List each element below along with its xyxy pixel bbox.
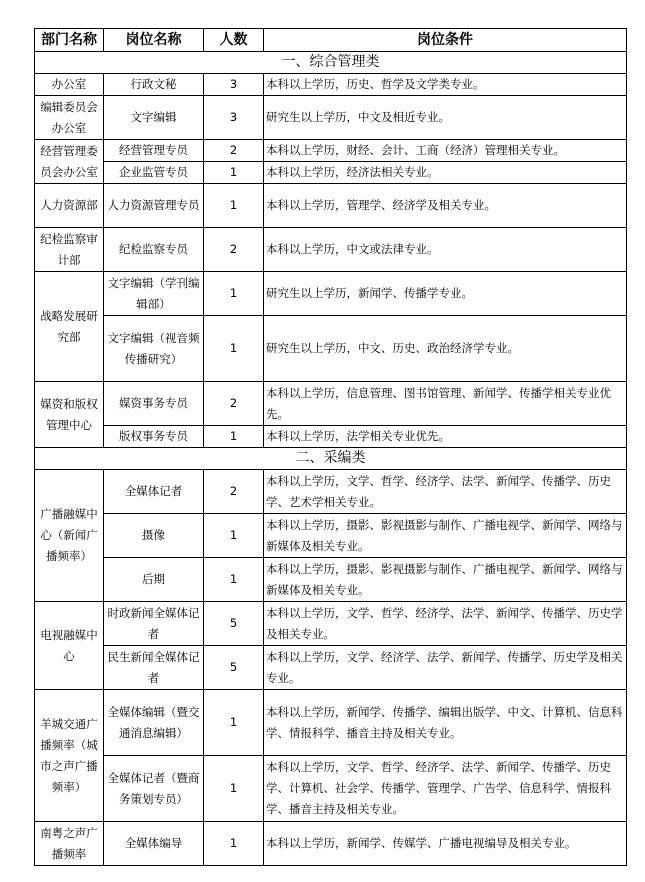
- section-title: 一、综合管理类: [35, 52, 627, 74]
- cond-cell: 本科以上学历，信息管理、图书馆管理、新闻学、传播学相关专业优先。: [264, 382, 627, 426]
- count-cell: 5: [204, 646, 264, 690]
- post-cell: 版权事务专员: [104, 426, 204, 448]
- count-cell: 1: [204, 690, 264, 756]
- cond-cell: 本科以上学历，摄影、影视摄影与制作、广播电视学、新闻学、网络与新媒体及相关专业。: [264, 514, 627, 558]
- dept-cell: 纪检监察审计部: [35, 228, 104, 272]
- table-row: [35, 756, 627, 822]
- cond-cell: 本科以上学历，文学、经济学、法学、新闻学、传播学、历史学及相关专业。: [264, 646, 627, 690]
- cond-cell: 本科以上学历，财经、会计、工商（经济）管理相关专业。: [264, 140, 627, 162]
- dept-cell: 广播融媒中心（新闻广播频率）: [35, 470, 104, 602]
- cond-cell: 本科以上学历，新闻学、传媒学、广播电视编导及相关专业。: [264, 822, 627, 866]
- post-cell: 全媒体记者: [104, 470, 204, 514]
- post-cell: 全媒体编导: [104, 822, 204, 866]
- post-cell: 摄像: [104, 514, 204, 558]
- cond-cell: 本科以上学历，文学、哲学、经济学、法学、新闻学、传播学、历史学、艺术学相关专业。: [264, 470, 627, 514]
- table-row: [35, 184, 627, 228]
- count-cell: 3: [204, 96, 264, 140]
- header-count: 人数: [204, 29, 264, 52]
- count-cell: 2: [204, 470, 264, 514]
- dept-cell: 人力资源部: [35, 184, 104, 228]
- table-row: [35, 74, 627, 96]
- count-cell: 2: [204, 140, 264, 162]
- section-title: 二、采编类: [35, 448, 627, 470]
- dept-cell: 电视融媒中心: [35, 602, 104, 690]
- count-cell: 1: [204, 514, 264, 558]
- post-cell: 经营管理专员: [104, 140, 204, 162]
- post-cell: 后期: [104, 558, 204, 602]
- table-row: [35, 602, 627, 646]
- post-cell: 行政文秘: [104, 74, 204, 96]
- post-cell: 时政新闻全媒体记者: [104, 602, 204, 646]
- post-cell: 全媒体编辑（暨交通消息编辑）: [104, 690, 204, 756]
- count-cell: 1: [204, 272, 264, 316]
- section-row: [35, 448, 627, 470]
- cond-cell: 本科以上学历，经济法相关专业。: [264, 162, 627, 184]
- count-cell: 1: [204, 426, 264, 448]
- count-cell: 1: [204, 316, 264, 382]
- table-row: [35, 272, 627, 316]
- header-cond: 岗位条件: [264, 29, 627, 52]
- table-row: [35, 470, 627, 514]
- dept-cell: 编辑委员会办公室: [35, 96, 104, 140]
- count-cell: 2: [204, 228, 264, 272]
- cond-cell: 本科以上学历，法学相关专业优先。: [264, 426, 627, 448]
- table-row: [35, 822, 627, 866]
- header-dept: 部门名称: [35, 29, 104, 52]
- post-cell: 文字编辑（学刊编辑部）: [104, 272, 204, 316]
- cond-cell: 本科以上学历，中文或法律专业。: [264, 228, 627, 272]
- table-row: [35, 140, 627, 162]
- job-table: [34, 28, 627, 866]
- dept-cell: 办公室: [35, 74, 104, 96]
- table-row: [35, 162, 627, 184]
- dept-cell: 媒资和版权管理中心: [35, 382, 104, 448]
- count-cell: 2: [204, 382, 264, 426]
- post-cell: 纪检监察专员: [104, 228, 204, 272]
- count-cell: 1: [204, 162, 264, 184]
- cond-cell: 本科以上学历，文学、哲学、经济学、法学、新闻学、传播学、历史学及相关专业。: [264, 602, 627, 646]
- dept-cell: 经营管理委员会办公室: [35, 140, 104, 184]
- post-cell: 文字编辑: [104, 96, 204, 140]
- table-row: [35, 316, 627, 382]
- count-cell: 5: [204, 602, 264, 646]
- cond-cell: 研究生以上学历，新闻学、传播学专业。: [264, 272, 627, 316]
- cond-cell: 本科以上学历，历史、哲学及文学类专业。: [264, 74, 627, 96]
- post-cell: 文字编辑（视音频传播研究）: [104, 316, 204, 382]
- table-row: [35, 690, 627, 756]
- cond-cell: 本科以上学历，文学、哲学、经济学、法学、新闻学、传播学、历史学、计算机、社会学、传播学、管理学、广告学、信息科学、情报科学、播音主持及相关专业。: [264, 756, 627, 822]
- cond-cell: 本科以上学历，管理学、经济学及相关专业。: [264, 184, 627, 228]
- table-row: [35, 228, 627, 272]
- cond-cell: 本科以上学历，摄影、影视摄影与制作、广播电视学、新闻学、网络与新媒体及相关专业。: [264, 558, 627, 602]
- cond-cell: 本科以上学历，新闻学、传播学、编辑出版学、中文、计算机、信息科学、情报科学、播音主持及相关专业。: [264, 690, 627, 756]
- cond-cell: 研究生以上学历，中文、历史、政治经济学专业。: [264, 316, 627, 382]
- post-cell: 企业监管专员: [104, 162, 204, 184]
- count-cell: 1: [204, 184, 264, 228]
- count-cell: 3: [204, 74, 264, 96]
- dept-cell: 战略发展研究部: [35, 272, 104, 382]
- count-cell: 1: [204, 756, 264, 822]
- dept-cell: 羊城交通广播频率（城市之声广播频率）: [35, 690, 104, 822]
- table-row: [35, 558, 627, 602]
- table-row: [35, 514, 627, 558]
- post-cell: 全媒体记者（暨商务策划专员）: [104, 756, 204, 822]
- post-cell: 人力资源管理专员: [104, 184, 204, 228]
- dept-cell: 南粤之声广播频率: [35, 822, 104, 866]
- table-row: [35, 426, 627, 448]
- table-row: [35, 646, 627, 690]
- post-cell: 民生新闻全媒体记者: [104, 646, 204, 690]
- cond-cell: 研究生以上学历，中文及相近专业。: [264, 96, 627, 140]
- section-row: [35, 52, 627, 74]
- table-row: [35, 382, 627, 426]
- table-row: [35, 96, 627, 140]
- header-row: [35, 29, 627, 52]
- header-post: 岗位名称: [104, 29, 204, 52]
- count-cell: 1: [204, 558, 264, 602]
- count-cell: 1: [204, 822, 264, 866]
- post-cell: 媒资事务专员: [104, 382, 204, 426]
